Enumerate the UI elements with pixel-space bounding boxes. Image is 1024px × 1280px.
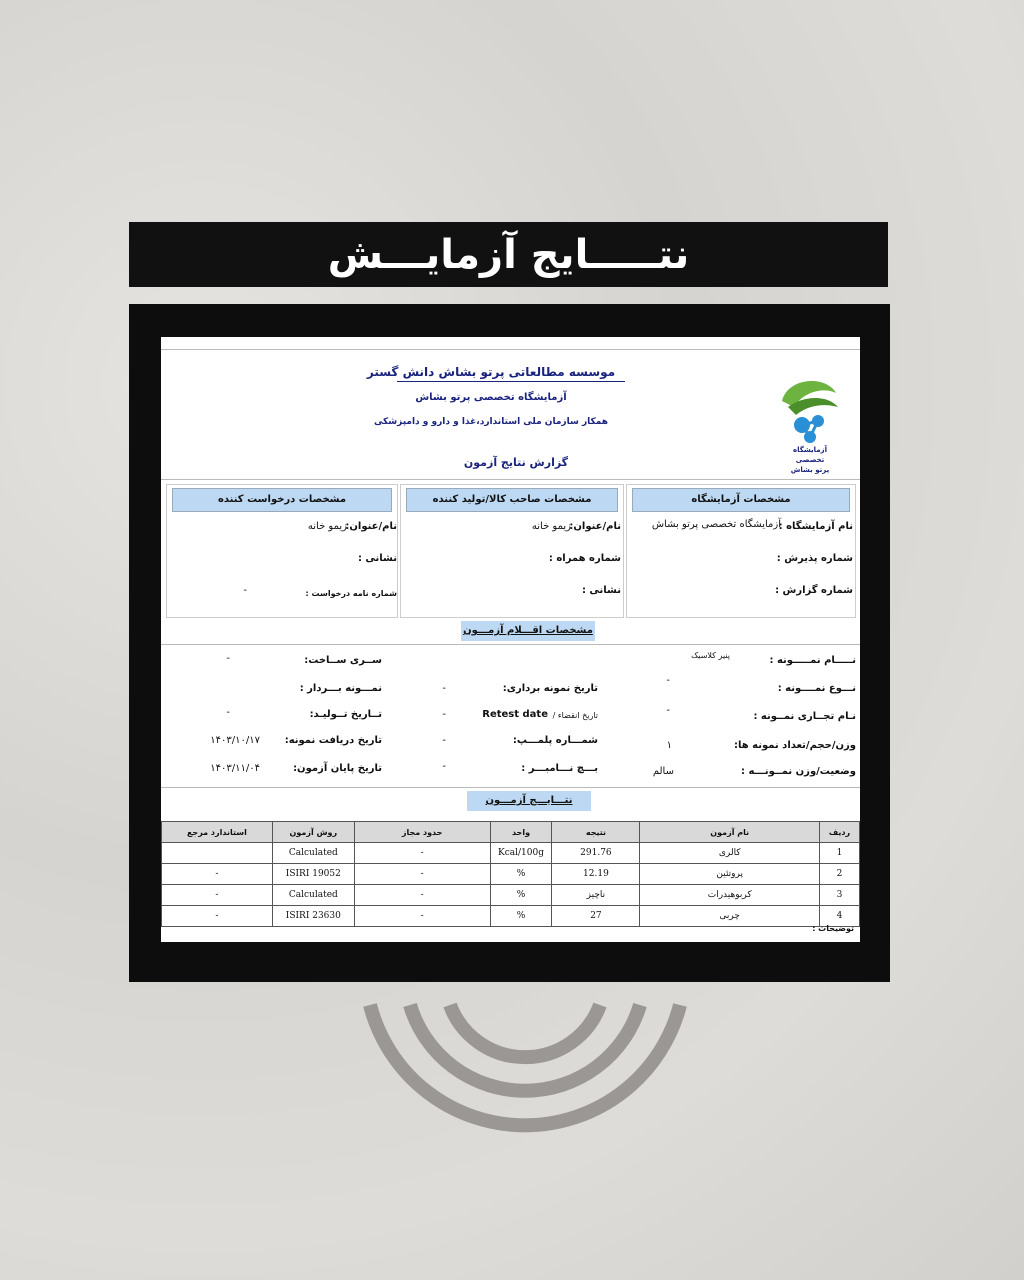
cell-result: ناچیز — [552, 885, 640, 906]
results-heading: نتـــایـــج آزمـــون — [467, 791, 591, 811]
sampling-date-label: تاریخ نمونه برداری: — [502, 683, 598, 694]
top-divider — [161, 349, 860, 350]
col-header-test-name: نام آزمون — [640, 822, 820, 843]
cell-limits: - — [354, 906, 490, 927]
cell-limits: - — [354, 864, 490, 885]
sample-name-label: نـــــام نمـــــونه : — [769, 655, 856, 666]
col-header-result: نتیجه — [552, 822, 640, 843]
cell-row-number: 4 — [820, 906, 860, 927]
col-header-limits: حدود مجاز — [354, 822, 490, 843]
sample-name-value: پنیر کلاسیک — [691, 651, 730, 660]
cell-result: 27 — [552, 906, 640, 927]
receipt-date-value: ۱۴۰۳/۱۰/۱۷ — [210, 735, 260, 746]
report-number-label: شماره گزارش : — [775, 585, 853, 596]
lab-name: آزمایشگاه تخصصی پرتو بشاش — [415, 392, 567, 403]
seal-number-value: - — [442, 735, 446, 746]
request-letter-value: - — [243, 585, 247, 596]
cell-test-name: پروتئین — [640, 864, 820, 885]
cell-result: 12.19 — [552, 864, 640, 885]
admission-number-label: شماره پذیرش : — [776, 553, 853, 564]
cell-standard: - — [162, 906, 273, 927]
cell-row-number: 3 — [820, 885, 860, 906]
owner-name-label: نام/عنوان: — [569, 521, 621, 532]
background-swirl-decoration — [350, 975, 700, 1280]
batch-number-label: بـــچ نـــامبـــر : — [521, 763, 598, 774]
items-heading: مشخصات اقـــلام آزمـــون — [461, 621, 595, 641]
production-series-label: ســری ســاخت: — [304, 655, 382, 666]
cell-unit: % — [490, 885, 552, 906]
header-divider — [161, 479, 860, 480]
brand-name-label: نـام تجــاری نمــونه : — [753, 711, 856, 722]
table-row — [162, 906, 860, 927]
col-header-unit: واحد — [490, 822, 552, 843]
cell-test-name: چربی — [640, 906, 820, 927]
expiry-date-label: تاریخ انقضاء / — [552, 711, 598, 720]
cell-standard: - — [162, 864, 273, 885]
lab-name-value: آزمایشگاه تخصصی پرتو بشاش — [651, 519, 781, 530]
brand-name-value: - — [666, 705, 670, 716]
owner-mobile-label: شماره همراه : — [548, 553, 621, 564]
report-paper — [161, 337, 860, 942]
table-row — [162, 843, 860, 864]
retest-date-value: - — [442, 709, 446, 720]
cell-row-number: 2 — [820, 864, 860, 885]
sample-condition-label: وضعیت/وزن نمــونـــه : — [741, 766, 856, 777]
results-header-row — [162, 822, 860, 843]
institute-name: موسسه مطالعاتی پرتو بشاش دانش گستر — [366, 365, 616, 379]
cell-test-name: کالری — [640, 843, 820, 864]
cell-result: 291.76 — [552, 843, 640, 864]
owner-info-heading: مشخصات صاحب کالا/تولید کننده — [406, 488, 618, 512]
cell-unit: Kcal/100g — [490, 843, 552, 864]
cell-method: ISIRI 23630 — [272, 906, 354, 927]
request-letter-label: شماره نامه درخواست : — [305, 589, 397, 598]
logo-text: آزمایشگاه تخصصی پرتو بشاش — [790, 446, 830, 474]
receipt-date-label: تاریخ دریافت نمونه: — [284, 735, 382, 746]
cell-test-name: کربوهیدرات — [640, 885, 820, 906]
report-title: گزارش نتایج آزمون — [463, 456, 569, 469]
requester-name-label: نام/عنوان: — [345, 521, 397, 532]
col-header-row-number: ردیف — [820, 822, 860, 843]
sampling-date-value: - — [442, 683, 446, 694]
retest-date-label: Retest date — [482, 709, 548, 720]
sample-type-label: نـــوع نمــــونه : — [777, 683, 856, 694]
test-end-date-value: ۱۴۰۳/۱۱/۰۴ — [210, 763, 260, 774]
owner-address-label: نشانی : — [581, 585, 621, 596]
cell-row-number: 1 — [820, 843, 860, 864]
batch-number-value: - — [442, 761, 446, 772]
cell-method: ISIRI 19052 — [272, 864, 354, 885]
cell-limits: - — [354, 843, 490, 864]
cell-unit: % — [490, 906, 552, 927]
cell-method: Calculated — [272, 843, 354, 864]
sampler-label: نمـــونه بـــردار : — [299, 683, 382, 694]
institute-underline — [397, 381, 625, 382]
sample-type-value: - — [666, 675, 670, 686]
sample-condition-value: سالم — [652, 766, 674, 777]
results-divider — [161, 787, 860, 788]
col-header-method: روش آزمون — [272, 822, 354, 843]
production-date-value: - — [226, 707, 230, 718]
requester-address-label: نشانی : — [357, 553, 397, 564]
partner-line: همکار سازمان ملی استاندارد،غذا و دارو و دامپزشکی — [373, 417, 609, 427]
table-row — [162, 864, 860, 885]
lab-name-label: نام آزمایشگاه : — [778, 521, 853, 532]
notes-label: توضیحات : — [812, 924, 854, 933]
seal-number-label: شمـــاره پلمـــپ: — [512, 735, 598, 746]
test-end-date-label: تاریخ پایان آزمون: — [293, 763, 382, 774]
cell-unit: % — [490, 864, 552, 885]
requester-info-box — [166, 484, 398, 618]
col-header-standard: استاندارد مرجع — [162, 822, 273, 843]
owner-name-value: زیمو خانه — [531, 521, 571, 532]
table-row — [162, 885, 860, 906]
production-date-label: تــاریخ تــولیـد: — [309, 709, 382, 720]
cell-method: Calculated — [272, 885, 354, 906]
owner-info-box — [400, 484, 624, 618]
requester-name-value: زیمو خانه — [307, 521, 347, 532]
results-table — [161, 821, 860, 927]
production-series-value: - — [226, 653, 230, 664]
sample-count-value: ۱ — [666, 740, 672, 751]
cell-standard: - — [162, 885, 273, 906]
requester-info-heading: مشخصات درخواست کننده — [172, 488, 392, 512]
page-banner: نتـــــایج آزمایـــش — [129, 222, 888, 287]
items-divider — [161, 644, 860, 645]
cell-limits: - — [354, 885, 490, 906]
lab-info-box — [626, 484, 856, 618]
sample-count-label: وزن/حجم/تعداد نمونه ها: — [733, 740, 856, 751]
cell-standard — [162, 843, 273, 864]
lab-info-heading: مشخصات آزمایشگاه — [632, 488, 850, 512]
